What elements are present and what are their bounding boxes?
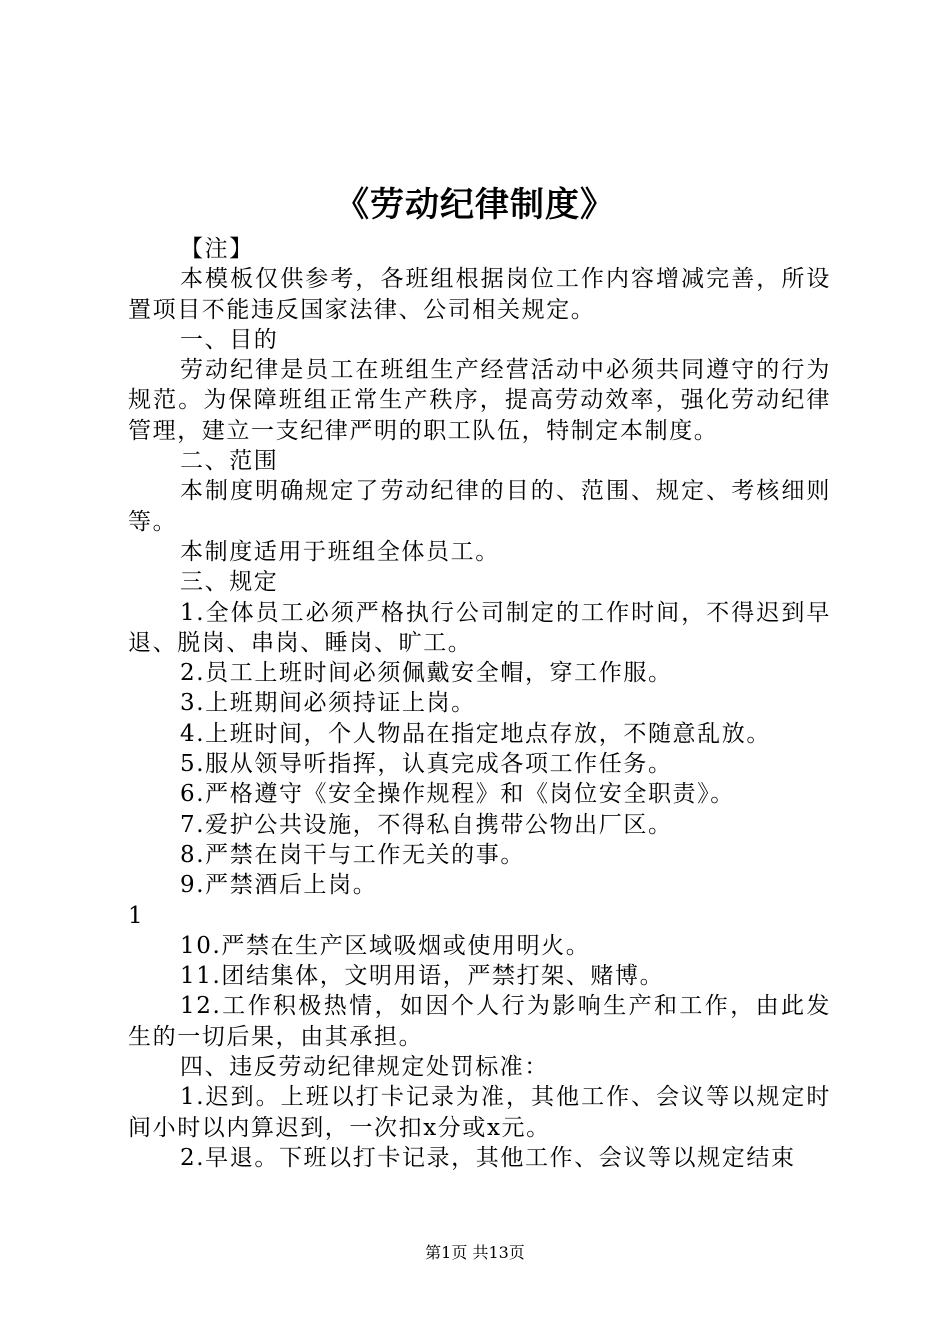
- scope-paragraph: 本制度适用于班组全体员工。: [180, 538, 500, 565]
- rule-item: 4.上班时间，个人物品在指定地点存放，不随意乱放。: [180, 720, 771, 747]
- note-heading: 【注】: [180, 236, 254, 262]
- document-title: 《劳动纪律制度》: [335, 185, 615, 225]
- penalty-item: 2.早退。下班以打卡记录，其他工作、会议等以规定结束: [180, 1144, 796, 1171]
- section-heading-scope: 二、范围: [180, 448, 279, 475]
- rule-item: 5.服从领导听指挥，认真完成各项工作任务。: [180, 751, 673, 778]
- rule-item: 7.爱护公共设施，不得私自携带公物出厂区。: [180, 811, 673, 838]
- rule-item: 11.团结集体，文明用语，严禁打架、赌博。: [180, 963, 665, 990]
- rule-item: 12.工作积极热情，如因个人行为影响生产和工作，由此发生的一切后果，由其承担。: [128, 993, 831, 1050]
- section-heading-penalties: 四、违反劳动纪律规定处罚标准：: [180, 1054, 549, 1081]
- section-heading-purpose: 一、目的: [180, 326, 279, 353]
- section-heading-rules: 三、规定: [180, 569, 279, 596]
- stray-number: 1: [128, 902, 145, 929]
- rule-item: 2.员工上班时间必须佩戴安全帽，穿工作服。: [180, 660, 673, 687]
- note-paragraph: 本模板仅供参考，各班组根据岗位工作内容增减完善，所设置项目不能违反国家法律、公司相关规定。: [128, 266, 831, 323]
- penalty-item: 1.迟到。上班以打卡记录为准，其他工作、会议等以规定时间小时以内算迟到，一次扣x分或x元。: [128, 1084, 831, 1141]
- page-footer: 第1页 共13页: [425, 1243, 525, 1262]
- rule-item: 1.全体员工必须严格执行公司制定的工作时间，不得迟到早退、脱岗、串岗、睡岗、旷工。: [128, 599, 831, 656]
- rule-item: 10.严禁在生产区域吸烟或使用明火。: [180, 932, 591, 959]
- rule-item: 8.严禁在岗干与工作无关的事。: [180, 841, 525, 868]
- rule-item: 9.严禁酒后上岗。: [180, 872, 378, 899]
- scope-paragraph: 本制度明确规定了劳动纪律的目的、范围、规定、考核细则等。: [128, 478, 831, 535]
- document-body: [128, 234, 831, 1173]
- rule-item: 6.严格遵守《安全操作规程》和《岗位安全职责》。: [180, 781, 735, 808]
- rule-item: 3.上班期间必须持证上岗。: [180, 690, 476, 717]
- purpose-paragraph: 劳动纪律是员工在班组生产经营活动中必须共同遵守的行为规范。为保障班组正常生产秩序，提高劳动效率，强化劳动纪律管理，建立一支纪律严明的职工队伍，特制定本制度。: [128, 357, 831, 444]
